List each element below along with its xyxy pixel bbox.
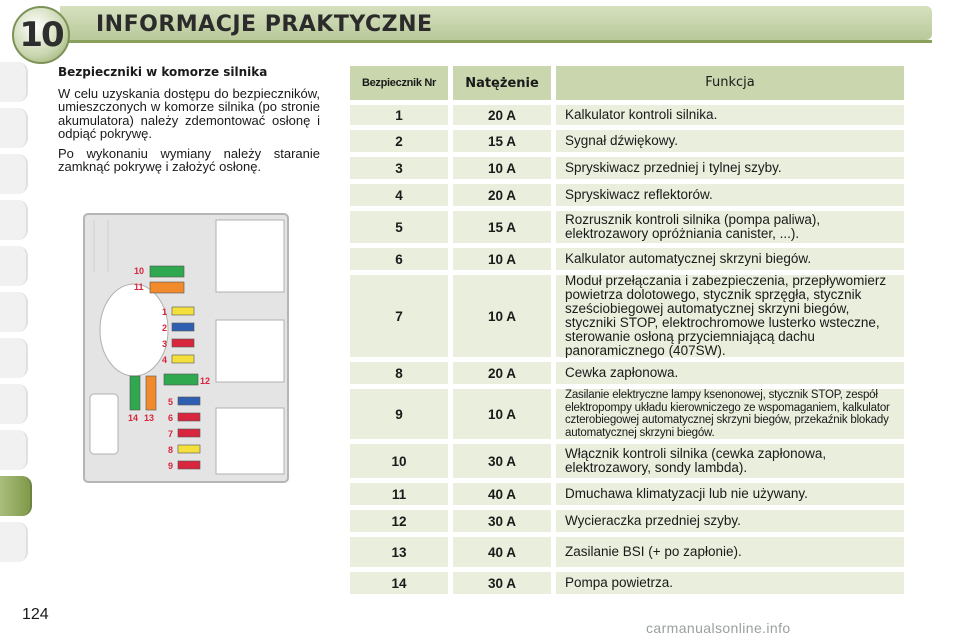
amperage-cell: 30 A [453, 572, 551, 594]
fuse-label: 12 [200, 376, 211, 386]
amperage-cell: 20 A [453, 362, 551, 384]
fuse-number-cell: 5 [350, 211, 448, 243]
fuse-11 [150, 282, 184, 293]
amperage-cell: 40 A [453, 483, 551, 505]
amperage-cell: 15 A [453, 211, 551, 243]
table-row [350, 483, 904, 505]
table-header-row [350, 66, 904, 100]
amperage-cell: 10 A [453, 389, 551, 439]
function-cell: Spryskiwacz reflektorów. [556, 184, 904, 206]
column-header-nr: Bezpiecznik Nr [350, 66, 448, 100]
fuse-label: 7 [168, 429, 174, 439]
table-row [350, 211, 904, 243]
fuse-12 [164, 374, 198, 385]
function-cell: Dmuchawa klimatyzacji lub nie używany. [556, 483, 904, 505]
function-cell: Spryskiwacz przedniej i tylnej szyby. [556, 157, 904, 179]
fuse-number-cell: 10 [350, 444, 448, 478]
amperage-cell: 20 A [453, 184, 551, 206]
fuse-label: 3 [162, 339, 168, 349]
side-tab[interactable] [0, 154, 28, 194]
function-cell: Zasilanie elektryczne lampy ksenonowej, stycznik STOP, zespół elektropompy układu kierowniczego ze wspomaganiem, kalkulator czterobiegowej automatycznej skrzyni biegów, przekaźnik blokady automatycznej skrzyni biegów. [556, 389, 904, 439]
table-row [350, 275, 904, 357]
table-row [350, 105, 904, 125]
fuse-number-cell: 13 [350, 537, 448, 567]
fuse-box-diagram [82, 212, 290, 484]
table-row [350, 184, 904, 206]
function-cell: Kalkulator automatycznej skrzyni biegów. [556, 248, 904, 270]
chapter-badge [12, 6, 70, 64]
fuse-number-cell: 14 [350, 572, 448, 594]
function-cell: Zasilanie BSI (+ po zapłonie). [556, 537, 904, 567]
amperage-cell: 10 A [453, 275, 551, 357]
fuse-10 [150, 266, 184, 277]
fuse-number-cell: 3 [350, 157, 448, 179]
fuse-label: 14 [128, 413, 139, 423]
header-underline [60, 40, 932, 43]
amperage-cell: 30 A [453, 444, 551, 478]
fuse-8 [178, 445, 200, 453]
fuse-number-cell: 1 [350, 105, 448, 125]
function-cell: Włącznik kontroli silnika (cewka zapłonowa, elektrozawory, sondy lambda). [556, 444, 904, 478]
side-tab[interactable] [0, 384, 28, 424]
table-row [350, 537, 904, 567]
fuse-number-cell: 7 [350, 275, 448, 357]
fuse-3 [172, 339, 194, 347]
side-tab[interactable] [0, 292, 28, 332]
table-row [350, 572, 904, 594]
fuse-label: 13 [144, 413, 155, 423]
side-tab-active[interactable] [0, 476, 32, 516]
round-opening [100, 284, 168, 376]
side-slot [90, 394, 118, 454]
intro-section [58, 66, 320, 180]
side-tab[interactable] [0, 522, 28, 562]
chapter-side-tabs [0, 62, 34, 582]
relay-slot-top [216, 220, 284, 292]
page-header [0, 0, 960, 54]
fuse-6 [178, 413, 200, 421]
fuse-number-cell: 8 [350, 362, 448, 384]
fuse-13 [146, 376, 156, 410]
fuse-number-cell: 6 [350, 248, 448, 270]
amperage-cell: 20 A [453, 105, 551, 125]
fuse-number-cell: 4 [350, 184, 448, 206]
side-tab[interactable] [0, 246, 28, 286]
fuse-box-svg [82, 212, 290, 484]
side-tab[interactable] [0, 200, 28, 240]
fuse-label: 1 [162, 307, 168, 317]
fuse-4 [172, 355, 194, 363]
fuse-label: 2 [162, 323, 168, 333]
function-cell: Rozrusznik kontroli silnika (pompa paliwa), elektrozawory opróżniania canister, ...). [556, 211, 904, 243]
amperage-cell: 30 A [453, 510, 551, 532]
table-row [350, 248, 904, 270]
intro-paragraph-1: W celu uzyskania dostępu do bezpieczników, umieszczonych w komorze silnika (po stronie akumulatora) należy zdemontować osłonę i odpiąć pokrywę. [58, 85, 320, 141]
fuse-label: 6 [168, 413, 174, 423]
table-row [350, 444, 904, 478]
table-row [350, 130, 904, 152]
watermark: carmanualsonline.info [646, 620, 791, 636]
fuse-9 [178, 461, 200, 469]
function-cell: Wycieraczka przedniej szyby. [556, 510, 904, 532]
fuse-label: 11 [134, 282, 144, 292]
fuse-label: 5 [168, 397, 174, 407]
fuse-5 [178, 397, 200, 405]
column-header-amperage: Natężenie [453, 66, 551, 100]
fuse-table [350, 66, 904, 599]
column-header-function: Funkcja [556, 66, 904, 100]
function-cell: Pompa powietrza. [556, 572, 904, 594]
table-row [350, 362, 904, 384]
page-number: 124 [22, 606, 49, 623]
fuse-number-cell: 2 [350, 130, 448, 152]
amperage-cell: 10 A [453, 157, 551, 179]
fuse-label: 8 [168, 445, 174, 455]
fuse-2 [172, 323, 194, 331]
intro-paragraph-2: Po wykonaniu wymiany należy staranie zamknąć pokrywę i założyć osłonę. [58, 145, 320, 174]
table-row [350, 157, 904, 179]
fuse-1 [172, 307, 194, 315]
table-row [350, 510, 904, 532]
function-cell: Cewka zapłonowa. [556, 362, 904, 384]
relay-slot-bottom [216, 408, 284, 474]
relay-slot-middle [216, 320, 284, 382]
amperage-cell: 40 A [453, 537, 551, 567]
amperage-cell: 10 A [453, 248, 551, 270]
side-tab[interactable] [0, 108, 28, 148]
fuse-7 [178, 429, 200, 437]
fuse-14 [130, 376, 140, 410]
amperage-cell: 15 A [453, 130, 551, 152]
side-tab[interactable] [0, 62, 28, 102]
fuse-number-cell: 9 [350, 389, 448, 439]
fuse-number-cell: 12 [350, 510, 448, 532]
fuse-label: 10 [134, 266, 145, 276]
fuse-number-cell: 11 [350, 483, 448, 505]
side-tab[interactable] [0, 338, 28, 378]
chapter-number: 10 [19, 15, 63, 55]
section-heading: Bezpieczniki w komorze silnika [58, 65, 268, 79]
function-cell: Moduł przełączania i zabezpieczenia, przepływomierz powietrza dolotowego, stycznik sprzęgła, stycznik sześciobiegowej automatycznej skrzyni biegów, styczniki STOP, elektrochromowe lusterko wsteczne, sterowanie osłoną przyciemniającą dachu panoramicznego (407SW). [556, 275, 904, 357]
function-cell: Sygnał dźwiękowy. [556, 130, 904, 152]
function-cell: Kalkulator kontroli silnika. [556, 105, 904, 125]
fuse-label: 9 [168, 461, 174, 471]
table-row [350, 389, 904, 439]
fuse-label: 4 [162, 355, 168, 365]
side-tab[interactable] [0, 430, 28, 470]
chapter-title: INFORMACJE PRAKTYCZNE [96, 12, 433, 37]
